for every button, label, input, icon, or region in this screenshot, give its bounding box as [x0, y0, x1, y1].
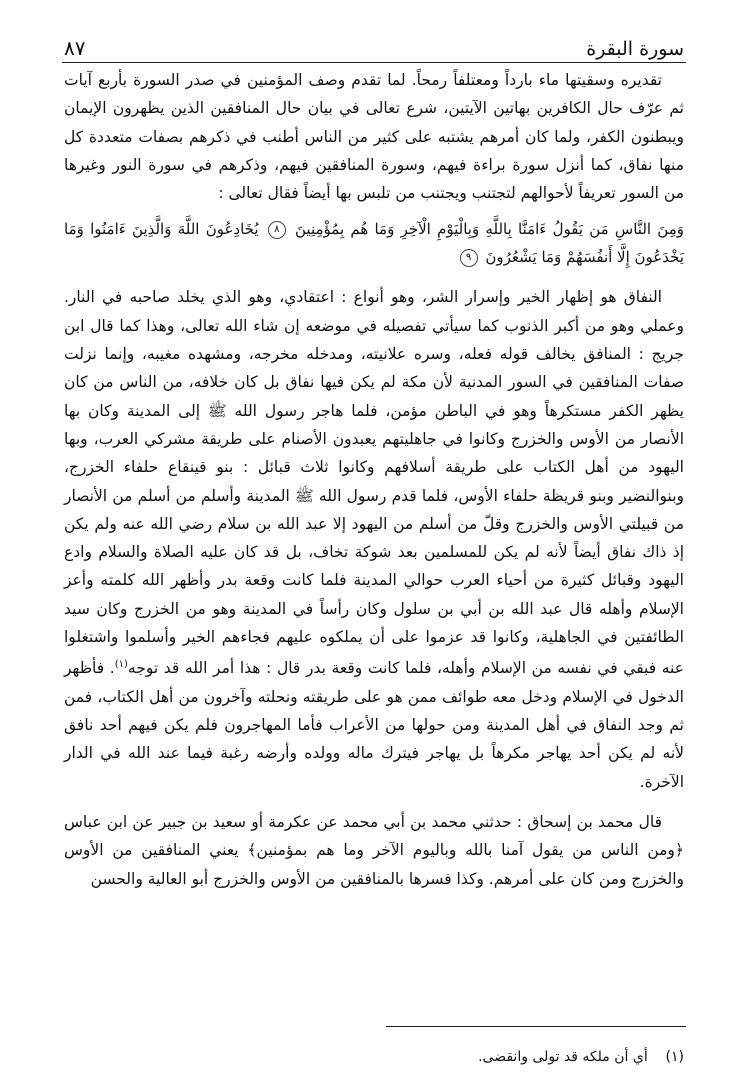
- paragraph-ibn-ishaq: قال محمد بن إسحاق : حدثني محمد بن أبي محمد عن عكرمة أو سعيد بن جبير عن ابن عباس ﴿ومن الناس من يقول آمنا بالله وباليوم الآخر وما هم بمؤمنين﴾ يعني المنافقين من الأوس والخزرج ومن كان على أمرهم. وكذا فسرها بالمنافقين من الأوس والخزرج أبو العالية والحسن: [64, 812, 684, 888]
- page-number: ٨٧: [64, 36, 86, 60]
- footnote-rule: [386, 1026, 686, 1027]
- footnote-reference: (١): [114, 659, 128, 671]
- paragraph-nifaq-part-1: النفاق هو إظهار الخير وإسرار الشر، وهو أنواع : اعتقادي، وهو الذي يخلد صاحبه في النار. وعملي وهو من أكبر الذنوب كما سيأتي تفصيله في موضعه إن شاء الله تعالى، وهذا كما قال ابن جريج : المنافق يخالف قوله فعله، وسره علانيته، ومدخله مخرجه، ومشهده مغيبه، وإنما نزلت صفات المنافقين في السور المدنية لأن مكة لم يكن فيها نفاق بل كان خلافه، من الناس من كان يظهر الكفر مستكرهاً وهو في الباطن مؤمن، فلما هاجر رسول الله ﷺ إلى المدينة وكان بها الأنصار من الأوس والخزرج وكانوا في جاهليتهم يعبدون الأصنام على طريقة مشركي العرب، وبها اليهود من أهل الكتاب على طريقة أسلافهم وكانوا ثلاث قبائل : بنو قينقاع حلفاء الخزرج، وبنوالنضير وبنو قريظة حلفاء الأوس، فلما قدم رسول الله ﷺ المدينة وأسلم من أسلم من الأنصار من قبيلتي الأوس والخزرج وقلّ من أسلم من اليهود إلا عبد الله بن سلام رضي الله عنه ولم يكن إذ ذاك نفاق أيضاً لأنه لم يكن للمسلمين بعد شوكة تخاف، بل قد كان عليه الصلاة والسلام وادع اليهود وقبائل كثيرة من أحياء العرب حوالي المدينة فلما كانت وقعة بدر وأظهر الله كلمته وأعز الإسلام وأهله قال عبد الله بن أبي بن سلول وكان رأساً في المدينة وهو من الخزرج وكان سيد الطائفتين في الجاهلية، وكانوا قد عزموا على أن يملكوه عليهم فجاءهم الخير وأسلموا واشتغلوا عنه فبقي في نفسه من الإسلام وأهله، فلما كانت وقعة بدر قال : هذا أمر الله قد توجه: [64, 288, 684, 678]
- surah-title: سورة البقرة: [586, 38, 684, 60]
- footnote: [64, 1046, 684, 1068]
- verse-8-text: وَمِنَ النَّاسِ مَن يَقُولُ ءَامَنَّا بِاللَّهِ وَبِالْيَوْمِ الْآخِرِ وَمَا هُم بِمُؤْمِنِينَ: [295, 220, 684, 239]
- main-text: [64, 66, 684, 893]
- footnote-number: (١): [665, 1049, 684, 1065]
- verse-number-marker: ٨: [268, 221, 286, 239]
- footnote-text: أي أن ملكه قد تولى وانقضى.: [478, 1049, 648, 1065]
- verse-9-text: يُخَادِعُونَ اللَّهَ وَالَّذِينَ ءَامَنُوا وَمَا يَخْدَعُونَ إِلَّا أَنفُسَهُمْ وَمَا يَشْعُرُونَ: [64, 220, 684, 267]
- verse-number-marker: ٩: [460, 249, 478, 267]
- paragraph-intro: تقديره وسقيتها ماء بارداً ومعتلفاً رمحاً. لما تقدم وصف المؤمنين في صدر السورة بأربع آيات ثم عرّف حال الكافرين بهاتين الآيتين، شرع تعالى في بيان حال المنافقين الذين يظهرون الإيمان ويبطنون الكفر، ولما كان أمرهم يشتبه على كثير من الناس أطنب في ذكرهم بصفات متعددة كل منها نفاق، كما أنزل سورة براءة فيهم، وسورة المنافقين فيهم، وذكرهم في سورة النور وغيرها من السور تعريفاً لأحوالهم لتجتنب ويجتنب من تلبس بها أيضاً فقال تعالى :: [64, 71, 684, 203]
- paragraph-nifaq-part-2: . فأظهر الدخول في الإسلام ودخل معه طوائف ممن هو على طريقته ونحلته وآخرون من أهل الكتاب، فمن ثم وجد النفاق في أهل المدينة ومن حولها من الأعراب فأما المهاجرون فلم يكن فيهم أحد نافق لأنه لم يكن أحد يهاجر مكرهاً بل يهاجر فيترك ماله وولده وأرضه رغبة فيما عند الله في الدار الآخرة.: [64, 659, 684, 791]
- paragraph-nifaq: [64, 283, 684, 796]
- header-rule: [62, 62, 686, 63]
- quran-verses: [64, 215, 684, 271]
- page-header: [64, 34, 684, 60]
